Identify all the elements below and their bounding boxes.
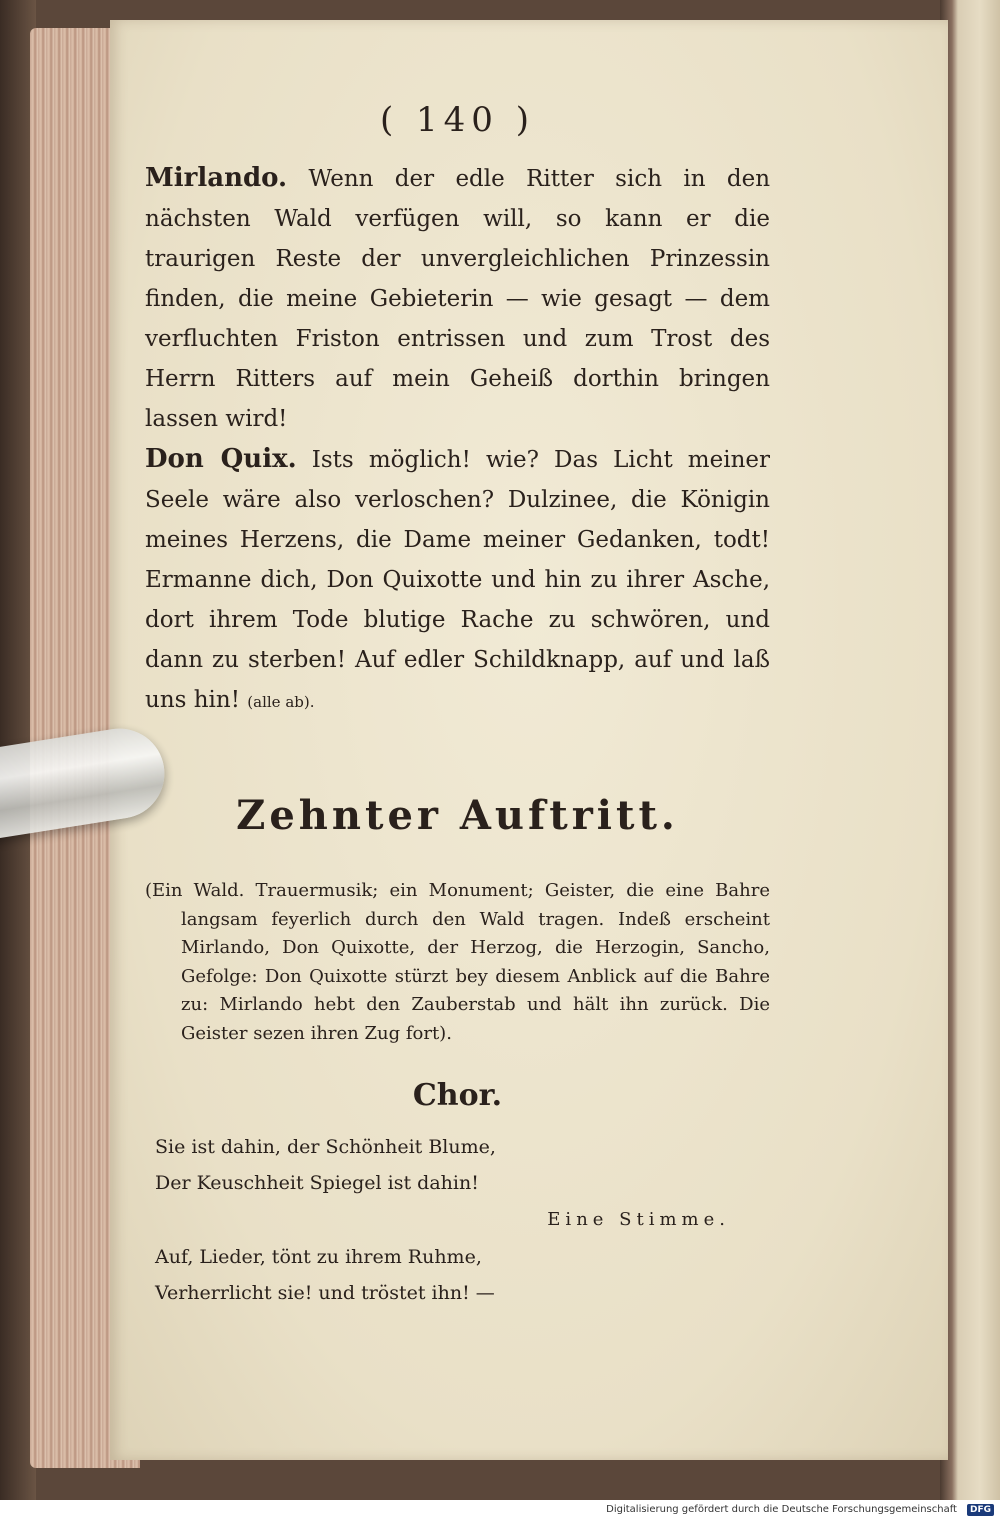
verse-line: Der Keuschheit Spiegel ist dahin!	[155, 1172, 479, 1194]
stage-direction: (Ein Wald. Trauermusik; ein Monument; Geister, die eine Bahre langsam feyerlich durch den Wald tragen. Indeß erscheint Mirlando, Don Quixotte, der Herzog, die Herzogin, Sancho, Gefolge: Don Quixotte stürzt bey diesem Anblick auf die Bahre zu: Mirlando hebt den Zauberstab und hält ihn zurück. Die Geister sezen ihren Zug fort).	[145, 880, 770, 1044]
dialogue-text: Ists möglich! wie? Das Licht meiner Seele wäre also verloschen? Dulzinee, die Königin meines Herzens, die Dame meiner Gedanken, todt! Ermanne dich, Don Quixotte und hin zu ihrer Asche, dort ihrem Tode blutige Rache zu schwören, und dann zu sterben! Auf edler Schildknapp, auf und laß uns hin!	[145, 447, 771, 713]
page-text	[145, 100, 770, 1311]
dialogue-paragraph	[145, 439, 770, 722]
dfg-logo-icon: DFG	[967, 1504, 994, 1516]
verse-line: Verherrlicht sie! und tröstet ihn! —	[155, 1282, 495, 1304]
stage-direction-inline: (alle ab).	[247, 693, 315, 711]
scene-title: Zehnter Auftritt.	[236, 792, 679, 839]
chorus-heading: Chor.	[412, 1078, 503, 1113]
digitization-footer	[0, 1500, 1000, 1520]
dialogue-text: Wenn der edle Ritter sich in den nächsten Wald verfügen will, so kann er die traurigen Reste der unvergleichlichen Prinzessin finden, die meine Gebieterin — wie gesagt — dem verfluchten Friston entrissen und zum Trost des Herrn Ritters auf mein Geheiß dorthin bringen lassen wird!	[145, 166, 771, 432]
verse-line: Sie ist dahin, der Schönheit Blume,	[155, 1136, 496, 1158]
footer-credit: Digitalisierung gefördert durch die Deutsche Forschungsgemeinschaft	[606, 1504, 957, 1515]
speaker-name: Don Quix.	[145, 444, 297, 474]
speaker-name: Mirlando.	[145, 163, 288, 193]
page-number: ( 140 )	[379, 100, 536, 140]
dialogue-paragraph	[145, 158, 770, 439]
verse-line: Auf, Lieder, tönt zu ihrem Ruhme,	[155, 1246, 482, 1268]
next-page-edge	[940, 0, 1000, 1500]
voice-heading: Eine Stimme.	[547, 1209, 730, 1230]
